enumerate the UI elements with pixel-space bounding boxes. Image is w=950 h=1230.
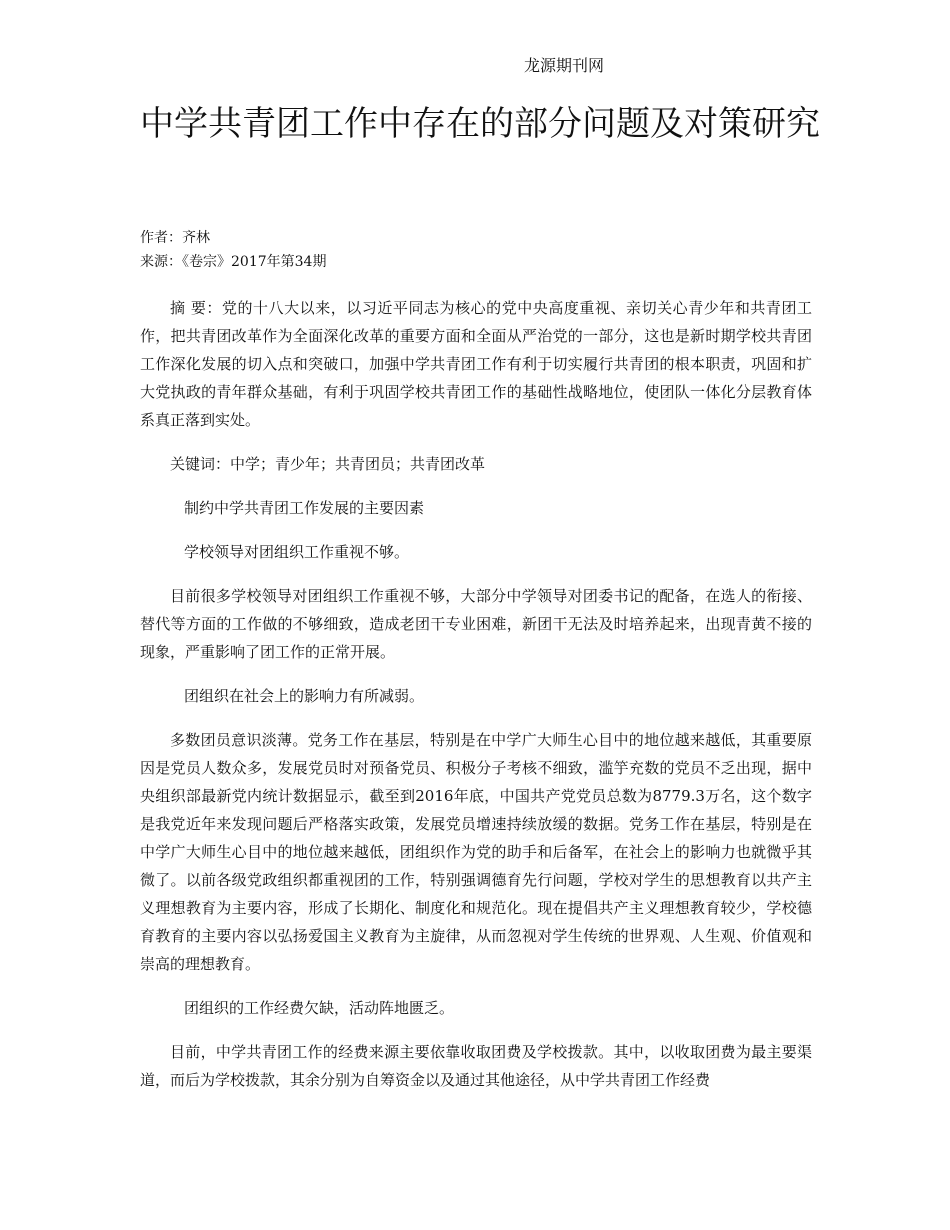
subsection-heading-2: 团组织在社会上的影响力有所减弱。 bbox=[184, 687, 425, 705]
subsection-heading-3: 团组织的工作经费欠缺，活动阵地匮乏。 bbox=[184, 999, 455, 1017]
site-name: 龙源期刊网 bbox=[524, 56, 605, 75]
keywords-line: 关键词：中学；青少年；共青团员；共青团改革 bbox=[170, 455, 486, 473]
subsection-paragraph-2: 多数团员意识淡薄。党务工作在基层，特别是在中学广大师生心目中的地位越来越低，其重要原因是党员人数众多，发展党员时对预备党员、积极分子考核不细致，滥竽充数的党员不乏出现，据中央组织部最新党内统计数据显示，截至到2016年底，中国共产党党员总数为8779.3万名，这个数字是我党近年来发现问题后严格落实政策，发展党员增速持续放缓的数据。党务工作在基层，特别是在中学广大师生心目中的地位越来越低，团组织作为党的助手和后备军，在社会上的影响力也就微乎其微了。以前各级党政组织都重视团的工作，特别强调德育先行问题，学校对学生的思想教育以共产主义理想教育为主要内容，形成了长期化、制度化和规范化。现在提倡共产主义理想教育较少，学校德育教育的主要内容以弘扬爱国主义教育为主旋律，从而忽视对学生传统的世界观、人生观、价值观和崇高的理想教育。 bbox=[140, 731, 812, 973]
section-heading: 制约中学共青团工作发展的主要因素 bbox=[184, 499, 425, 517]
article-meta bbox=[140, 226, 326, 274]
subsection-paragraph-1: 目前很多学校领导对团组织工作重视不够，大部分中学领导对团委书记的配备，在选人的衔接、替代等方面的工作做的不够细致，造成老团干专业困难，新团干无法及时培养起来，出现青黄不接的现象，严重影响了团工作的正常开展。 bbox=[140, 587, 812, 661]
author-line: 作者：齐林 bbox=[140, 230, 210, 246]
subsection-heading-1: 学校领导对团组织工作重视不够。 bbox=[184, 543, 410, 561]
abstract-paragraph: 摘 要：党的十八大以来，以习近平同志为核心的党中央高度重视、亲切关心青少年和共青团工作，把共青团改革作为全面深化改革的重要方面和全面从严治党的一部分，这也是新时期学校共青团工作深化发展的切入点和突破口，加强中学共青团工作有利于切实履行共青团的根本职责，巩固和扩大党执政的青年群众基础，有利于巩固学校共青团工作的基础性战略地位，使团队一体化分层教育体系真正落到实处。 bbox=[140, 299, 812, 429]
article-body bbox=[140, 294, 812, 1110]
article-title: 中学共青团工作中存在的部分问题及对策研究 bbox=[140, 104, 820, 144]
source-line: 来源：《卷宗》2017年第34期 bbox=[140, 254, 327, 270]
subsection-paragraph-3: 目前，中学共青团工作的经费来源主要依靠收取团费及学校拨款。其中，以收取团费为最主要渠道，而后为学校拨款，其余分别为自筹资金以及通过其他途径，从中学共青团工作经费 bbox=[140, 1043, 812, 1089]
